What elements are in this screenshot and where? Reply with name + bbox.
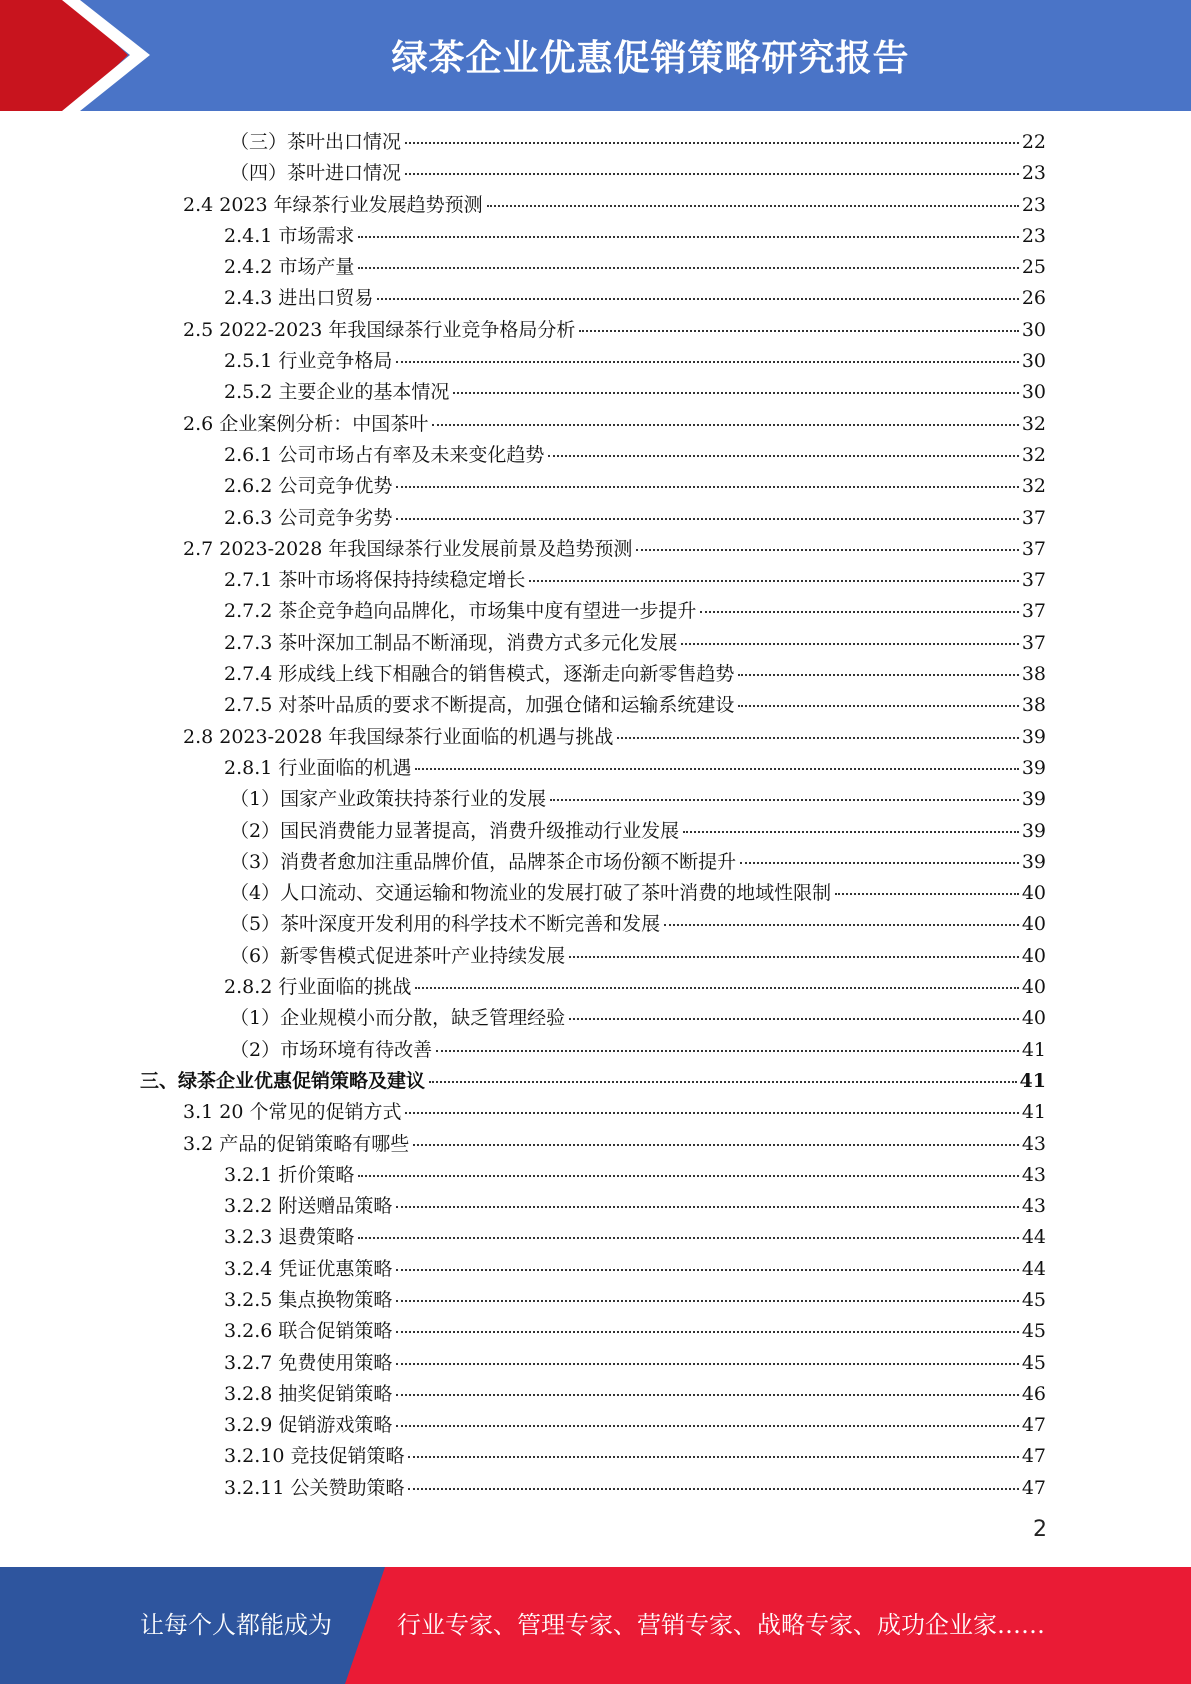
toc-entry-page: 32 bbox=[1021, 475, 1046, 498]
toc-entry[interactable] bbox=[0, 847, 1191, 878]
toc-entry-title: 2.7.5 对茶叶品质的要求不断提高，加强仓储和运输系统建设 bbox=[224, 694, 735, 717]
toc-entry-page: 39 bbox=[1021, 756, 1046, 779]
toc-entry-page: 44 bbox=[1021, 1226, 1046, 1249]
footer-slogan-right: 行业专家、管理专家、营销专家、战略专家、成功企业家…… bbox=[397, 1611, 1045, 1639]
toc-entry-title: 2.6.1 公司市场占有率及未来变化趋势 bbox=[224, 443, 545, 466]
toc-entry-title: （2）国民消费能力显著提高，消费升级推动行业发展 bbox=[230, 819, 680, 842]
toc-entry[interactable] bbox=[0, 784, 1191, 815]
page-footer bbox=[0, 1567, 1191, 1684]
toc-entry[interactable] bbox=[0, 565, 1191, 596]
toc-entry-page: 47 bbox=[1021, 1445, 1046, 1468]
toc-dot-leader bbox=[396, 1331, 1018, 1333]
toc-entry-title: 2.8.2 行业面临的挑战 bbox=[224, 976, 412, 999]
toc-entry[interactable] bbox=[0, 503, 1191, 534]
toc-entry-page: 38 bbox=[1021, 694, 1046, 717]
toc-entry[interactable] bbox=[0, 753, 1191, 784]
toc-entry-page: 40 bbox=[1021, 976, 1046, 999]
toc-entry[interactable] bbox=[0, 1254, 1191, 1285]
toc-entry[interactable] bbox=[0, 878, 1191, 909]
toc-dot-leader bbox=[429, 1081, 1017, 1083]
footer-slogan-left: 让每个人都能成为 bbox=[140, 1611, 332, 1639]
toc-entry-page: 37 bbox=[1021, 631, 1046, 654]
toc-dot-leader bbox=[681, 643, 1018, 645]
toc-entry-page: 37 bbox=[1021, 600, 1046, 623]
toc-entry-page: 41 bbox=[1019, 1069, 1046, 1092]
toc-entry-title: 3.2.8 抽奖促销策略 bbox=[224, 1382, 393, 1405]
toc-entry-page: 45 bbox=[1021, 1320, 1046, 1343]
page-header bbox=[0, 0, 1191, 111]
toc-dot-leader bbox=[405, 142, 1019, 144]
toc-entry-title: 3.2.11 公关赞助策略 bbox=[224, 1476, 405, 1499]
toc-entry[interactable] bbox=[0, 628, 1191, 659]
report-title: 绿茶企业优惠促销策略研究报告 bbox=[391, 38, 910, 79]
toc-entry[interactable] bbox=[0, 315, 1191, 346]
toc-dot-leader bbox=[835, 893, 1019, 895]
toc-entry[interactable] bbox=[0, 659, 1191, 690]
toc-entry-title: 3.2.7 免费使用策略 bbox=[224, 1351, 393, 1374]
toc-entry-title: 2.7.4 形成线上线下相融合的销售模式，逐渐走向新零售趋势 bbox=[224, 663, 735, 686]
toc-dot-leader bbox=[569, 1018, 1019, 1020]
toc-entry-title: （6）新零售模式促进茶叶产业持续发展 bbox=[230, 944, 566, 967]
toc-entry-page: 43 bbox=[1021, 1163, 1046, 1186]
toc-entry-page: 39 bbox=[1021, 788, 1046, 811]
toc-dot-leader bbox=[487, 205, 1019, 207]
toc-entry[interactable] bbox=[0, 1473, 1191, 1504]
toc-entry-page: 30 bbox=[1021, 381, 1046, 404]
toc-dot-leader bbox=[548, 455, 1018, 457]
toc-entry-page: 45 bbox=[1021, 1351, 1046, 1374]
toc-entry[interactable] bbox=[0, 1410, 1191, 1441]
toc-entry-page: 39 bbox=[1021, 725, 1046, 748]
toc-entry[interactable] bbox=[0, 377, 1191, 408]
toc-entry-page: 43 bbox=[1021, 1195, 1046, 1218]
toc-dot-leader bbox=[358, 267, 1018, 269]
toc-entry[interactable] bbox=[0, 1129, 1191, 1160]
toc-dot-leader bbox=[740, 862, 1019, 864]
toc-entry-title: 3.2.6 联合促销策略 bbox=[224, 1320, 393, 1343]
toc-entry[interactable] bbox=[0, 1316, 1191, 1347]
toc-entry-title: 3.2.10 竞技促销策略 bbox=[224, 1445, 405, 1468]
toc-entry-title: （三）茶叶出口情况 bbox=[230, 131, 402, 153]
toc-dot-leader bbox=[396, 1300, 1018, 1302]
toc-entry-page: 38 bbox=[1021, 663, 1046, 686]
toc-entry[interactable] bbox=[0, 816, 1191, 847]
toc-entry[interactable] bbox=[0, 972, 1191, 1003]
toc-entry[interactable] bbox=[0, 1066, 1191, 1097]
toc-dot-leader bbox=[358, 1175, 1018, 1177]
toc-entry[interactable] bbox=[0, 1285, 1191, 1316]
toc-entry-title: （四）茶叶进口情况 bbox=[230, 162, 402, 185]
table-of-contents bbox=[0, 127, 1191, 1504]
toc-dot-leader bbox=[738, 674, 1018, 676]
toc-entry-page: 47 bbox=[1021, 1414, 1046, 1437]
toc-entry-title: 3.2.1 折价策略 bbox=[224, 1163, 355, 1186]
toc-entry[interactable] bbox=[0, 283, 1191, 314]
toc-dot-leader bbox=[358, 236, 1018, 238]
toc-entry-title: 2.7.1 茶叶市场将保持持续稳定增长 bbox=[224, 569, 526, 592]
toc-entry-title: 3.2.4 凭证优惠策略 bbox=[224, 1257, 393, 1280]
toc-entry[interactable] bbox=[0, 1035, 1191, 1066]
toc-entry-page: 41 bbox=[1021, 1038, 1046, 1061]
toc-dot-leader bbox=[408, 1488, 1018, 1490]
toc-entry-page: 23 bbox=[1021, 162, 1046, 185]
toc-dot-leader bbox=[738, 705, 1018, 707]
toc-dot-leader bbox=[396, 1269, 1018, 1271]
toc-dot-leader bbox=[396, 518, 1018, 520]
toc-entry-title: 3.2.3 退费策略 bbox=[224, 1226, 355, 1249]
toc-entry-title: 2.7.2 茶企竞争趋向品牌化，市场集中度有望进一步提升 bbox=[224, 600, 697, 623]
toc-entry[interactable] bbox=[0, 158, 1191, 189]
toc-entry[interactable] bbox=[0, 941, 1191, 972]
toc-entry-page: 22 bbox=[1021, 131, 1046, 153]
toc-entry-page: 37 bbox=[1021, 506, 1046, 529]
toc-dot-leader bbox=[377, 298, 1018, 300]
toc-entry[interactable] bbox=[0, 190, 1191, 221]
toc-entry[interactable] bbox=[0, 1097, 1191, 1128]
toc-entry[interactable] bbox=[0, 722, 1191, 753]
toc-entry-title: 2.8 2023-2028 年我国绿茶行业面临的机遇与挑战 bbox=[183, 725, 614, 748]
toc-entry-title: 2.5.2 主要企业的基本情况 bbox=[224, 381, 450, 404]
toc-entry-title: 2.5 2022-2023 年我国绿茶行业竞争格局分析 bbox=[183, 318, 576, 341]
toc-entry-title: 2.4.2 市场产量 bbox=[224, 256, 355, 279]
toc-entry-page: 46 bbox=[1021, 1382, 1046, 1405]
toc-entry-page: 30 bbox=[1021, 318, 1046, 341]
toc-entry[interactable] bbox=[0, 1160, 1191, 1191]
toc-entry[interactable] bbox=[0, 1191, 1191, 1222]
toc-entry-page: 23 bbox=[1021, 224, 1046, 247]
toc-entry-title: 3.2.9 促销游戏策略 bbox=[224, 1414, 393, 1437]
toc-entry[interactable] bbox=[0, 909, 1191, 940]
toc-entry-title: （2）市场环境有待改善 bbox=[230, 1038, 433, 1061]
toc-entry-title: 2.6.2 公司竞争优势 bbox=[224, 475, 393, 498]
toc-entry[interactable] bbox=[0, 1441, 1191, 1472]
toc-entry[interactable] bbox=[0, 1003, 1191, 1034]
toc-entry[interactable] bbox=[0, 346, 1191, 377]
toc-dot-leader bbox=[405, 1112, 1018, 1114]
toc-entry-page: 26 bbox=[1021, 287, 1046, 310]
toc-dot-leader bbox=[683, 831, 1019, 833]
toc-entry-page: 32 bbox=[1021, 443, 1046, 466]
page-number: 2 bbox=[1033, 1517, 1047, 1542]
toc-entry-title: 2.7 2023-2028 年我国绿茶行业发展前景及趋势预测 bbox=[183, 537, 633, 560]
toc-entry-page: 32 bbox=[1021, 412, 1046, 435]
toc-entry[interactable] bbox=[0, 221, 1191, 252]
toc-dot-leader bbox=[413, 1144, 1019, 1146]
toc-entry[interactable] bbox=[0, 1348, 1191, 1379]
toc-dot-leader bbox=[436, 1050, 1019, 1052]
toc-entry[interactable] bbox=[0, 1222, 1191, 1253]
toc-entry-title: 2.8.1 行业面临的机遇 bbox=[224, 756, 412, 779]
toc-entry-title: 3.1 20 个常见的促销方式 bbox=[183, 1101, 402, 1124]
toc-dot-leader bbox=[617, 737, 1018, 739]
toc-entry-title: 2.4 2023 年绿茶行业发展趋势预测 bbox=[183, 193, 483, 216]
toc-entry[interactable] bbox=[0, 596, 1191, 627]
toc-dot-leader bbox=[550, 799, 1019, 801]
toc-entry-title: （5）茶叶深度开发利用的科学技术不断完善和发展 bbox=[230, 913, 661, 936]
toc-entry-title: （1）国家产业政策扶持茶行业的发展 bbox=[230, 788, 547, 811]
toc-dot-leader bbox=[700, 611, 1018, 613]
toc-dot-leader bbox=[415, 768, 1018, 770]
toc-entry-page: 39 bbox=[1021, 819, 1046, 842]
toc-entry-title: 3.2.5 集点换物策略 bbox=[224, 1288, 393, 1311]
toc-entry-title: 2.5.1 行业竞争格局 bbox=[224, 350, 393, 373]
toc-dot-leader bbox=[396, 1206, 1018, 1208]
toc-entry[interactable] bbox=[0, 1379, 1191, 1410]
toc-entry[interactable] bbox=[0, 409, 1191, 440]
toc-dot-leader bbox=[529, 580, 1018, 582]
toc-entry-page: 23 bbox=[1021, 193, 1046, 216]
toc-entry-page: 37 bbox=[1021, 569, 1046, 592]
toc-entry-title: 2.4.1 市场需求 bbox=[224, 224, 355, 247]
toc-entry-page: 25 bbox=[1021, 256, 1046, 279]
toc-entry-page: 40 bbox=[1021, 944, 1046, 967]
toc-entry-title: （3）消费者愈加注重品牌价值，品牌茶企市场份额不断提升 bbox=[230, 850, 737, 873]
toc-entry-page: 45 bbox=[1021, 1288, 1046, 1311]
toc-dot-leader bbox=[636, 549, 1018, 551]
toc-entry[interactable] bbox=[0, 534, 1191, 565]
toc-entry-title: 2.7.3 茶叶深加工制品不断涌现，消费方式多元化发展 bbox=[224, 631, 678, 654]
toc-entry[interactable] bbox=[0, 127, 1191, 158]
toc-dot-leader bbox=[358, 1237, 1018, 1239]
toc-dot-leader bbox=[664, 924, 1019, 926]
toc-entry-page: 40 bbox=[1021, 1007, 1046, 1030]
toc-entry-title: 3.2 产品的促销策略有哪些 bbox=[183, 1132, 410, 1155]
toc-entry[interactable] bbox=[0, 252, 1191, 283]
toc-entry-page: 41 bbox=[1021, 1101, 1046, 1124]
toc-dot-leader bbox=[396, 1394, 1018, 1396]
toc-dot-leader bbox=[405, 173, 1019, 175]
toc-dot-leader bbox=[396, 1425, 1018, 1427]
toc-entry-page: 37 bbox=[1021, 537, 1046, 560]
toc-entry-page: 43 bbox=[1021, 1132, 1046, 1155]
toc-dot-leader bbox=[396, 1363, 1018, 1365]
toc-entry-page: 40 bbox=[1021, 882, 1046, 905]
toc-dot-leader bbox=[432, 424, 1019, 426]
toc-entry-title: （1）企业规模小而分散，缺乏管理经验 bbox=[230, 1007, 566, 1030]
toc-entry-title: 三、绿茶企业优惠促销策略及建议 bbox=[140, 1069, 426, 1092]
toc-entry-page: 30 bbox=[1021, 350, 1046, 373]
toc-entry-page: 44 bbox=[1021, 1257, 1046, 1280]
toc-dot-leader bbox=[579, 330, 1018, 332]
toc-dot-leader bbox=[408, 1456, 1018, 1458]
toc-entry-page: 47 bbox=[1021, 1476, 1046, 1499]
toc-entry-page: 39 bbox=[1021, 850, 1046, 873]
toc-dot-leader bbox=[396, 486, 1018, 488]
toc-dot-leader bbox=[415, 987, 1018, 989]
toc-entry[interactable] bbox=[0, 690, 1191, 721]
toc-entry-page: 40 bbox=[1021, 913, 1046, 936]
toc-dot-leader bbox=[396, 361, 1018, 363]
toc-entry[interactable] bbox=[0, 471, 1191, 502]
toc-entry-title: 2.6 企业案例分析：中国茶叶 bbox=[183, 412, 429, 435]
toc-entry[interactable] bbox=[0, 440, 1191, 471]
toc-entry-title: 2.6.3 公司竞争劣势 bbox=[224, 506, 393, 529]
toc-entry-title: （4）人口流动、交通运输和物流业的发展打破了茶叶消费的地域性限制 bbox=[230, 882, 832, 905]
toc-entry-title: 3.2.2 附送赠品策略 bbox=[224, 1195, 393, 1218]
toc-dot-leader bbox=[569, 956, 1019, 958]
toc-dot-leader bbox=[453, 392, 1018, 394]
toc-entry-title: 2.4.3 进出口贸易 bbox=[224, 287, 374, 310]
